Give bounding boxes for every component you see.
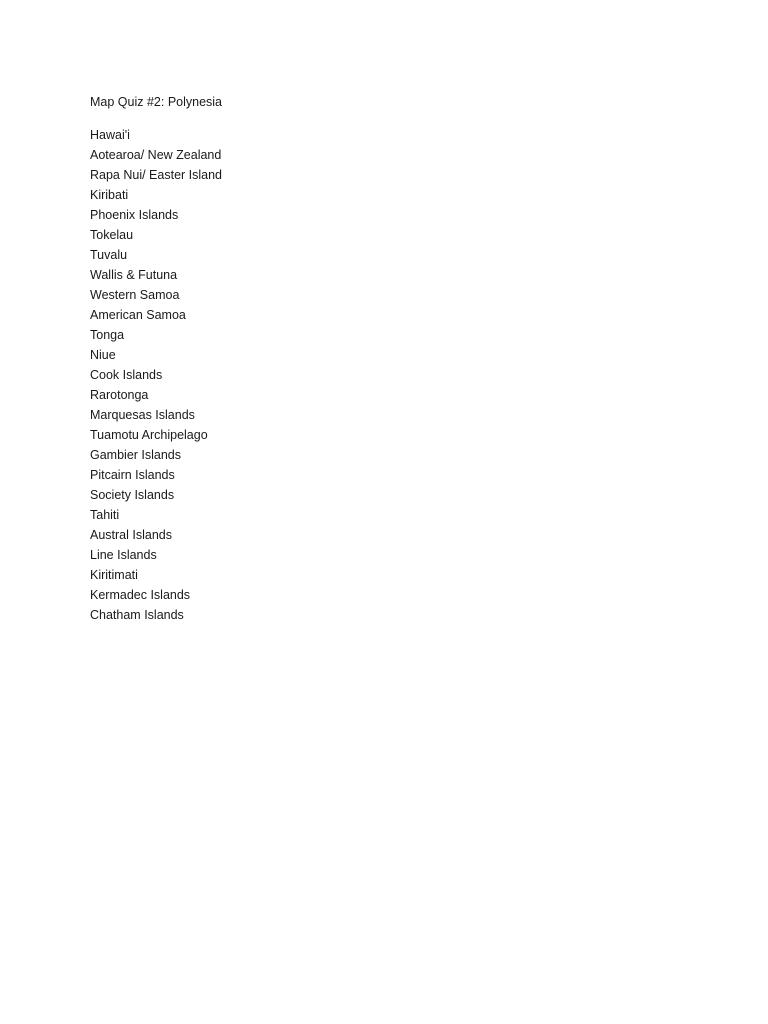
list-item: Tuvalu bbox=[90, 248, 128, 262]
list-item: Phoenix Islands bbox=[90, 208, 179, 222]
document-title: Map Quiz #2: Polynesia bbox=[90, 95, 223, 109]
list-item: Rarotonga bbox=[90, 388, 149, 402]
list-item: Kiritimati bbox=[90, 568, 138, 582]
list-item: Kiribati bbox=[90, 188, 129, 202]
list-item: Aotearoa/ New Zealand bbox=[90, 148, 222, 162]
list-item: Niue bbox=[90, 348, 116, 362]
list-item: Line Islands bbox=[90, 548, 157, 562]
list-item: Wallis & Futuna bbox=[90, 268, 178, 282]
place-list bbox=[90, 125, 690, 625]
list-item: Pitcairn Islands bbox=[90, 468, 175, 482]
list-item: Tahiti bbox=[90, 508, 120, 522]
list-item: Marquesas Islands bbox=[90, 408, 195, 422]
list-item: Society Islands bbox=[90, 488, 175, 502]
list-item: Tuamotu Archipelago bbox=[90, 428, 208, 442]
list-item: Austral Islands bbox=[90, 528, 172, 542]
list-item: Western Samoa bbox=[90, 288, 180, 302]
list-item: Rapa Nui/ Easter Island bbox=[90, 168, 223, 182]
list-item: Gambier Islands bbox=[90, 448, 182, 462]
list-item: Tonga bbox=[90, 328, 125, 342]
list-item: American Samoa bbox=[90, 308, 186, 322]
document-content bbox=[90, 92, 690, 625]
list-item: Tokelau bbox=[90, 228, 134, 242]
list-item: Hawai'i bbox=[90, 128, 130, 142]
list-item: Kermadec Islands bbox=[90, 588, 191, 602]
list-item: Cook Islands bbox=[90, 368, 163, 382]
list-item: Chatham Islands bbox=[90, 608, 184, 622]
